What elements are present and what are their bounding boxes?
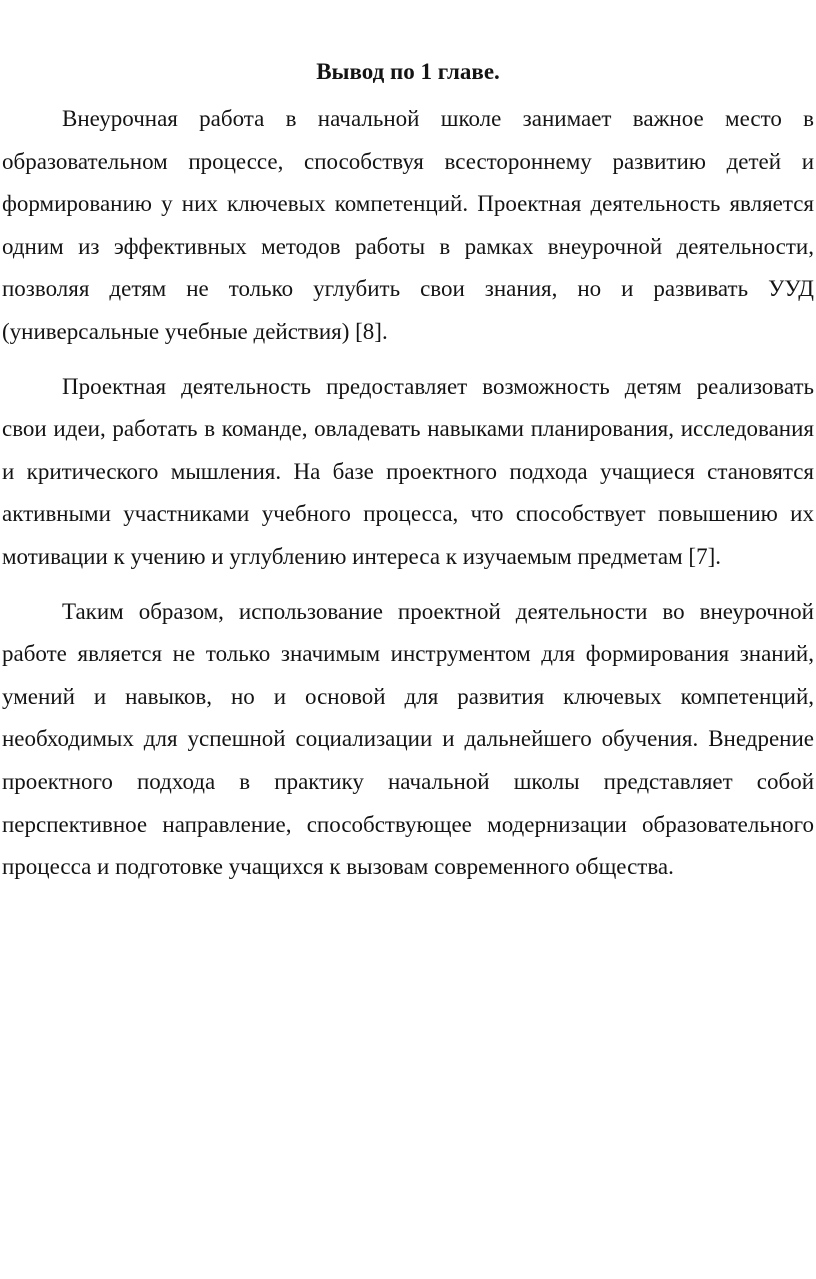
paragraph-1: Внеурочная работа в начальной школе занимает важное место в образовательном процессе, способствуя всестороннему развитию детей и формированию у них ключевых компетенций. Проектная деятельность является одним из эффективных методов работы в рамках внеурочной деятельности, позволяя детям не только углубить свои знания, но и развивать УУД (универсальные учебные действия) [8]. — [2, 106, 814, 344]
chapter-conclusion-title: Вывод по 1 главе. — [316, 59, 500, 84]
paragraph-2: Проектная деятельность предоставляет возможность детям реализовать свои идеи, работать в команде, овладевать навыками планирования, исследования и критического мышления. На базе проектного подхода учащиеся становятся активными участниками учебного процесса, что способствует повышению их мотивации к учению и углублению интереса к изучаемым предметам [7]. — [2, 373, 814, 569]
paragraph-3: Таким образом, использование проектной деятельности во внеурочной работе является не только значимым инструментом для формирования знаний, умений и навыков, но и основой для развития ключевых компетенций, необходимых для успешной социализации и дальнейшего обучения. Внедрение проектного подхода в практику начальной школы представляет собой перспективное направление, способствующее модернизации образовательного процесса и подготовке учащихся к вызовам современного общества. — [2, 598, 814, 880]
